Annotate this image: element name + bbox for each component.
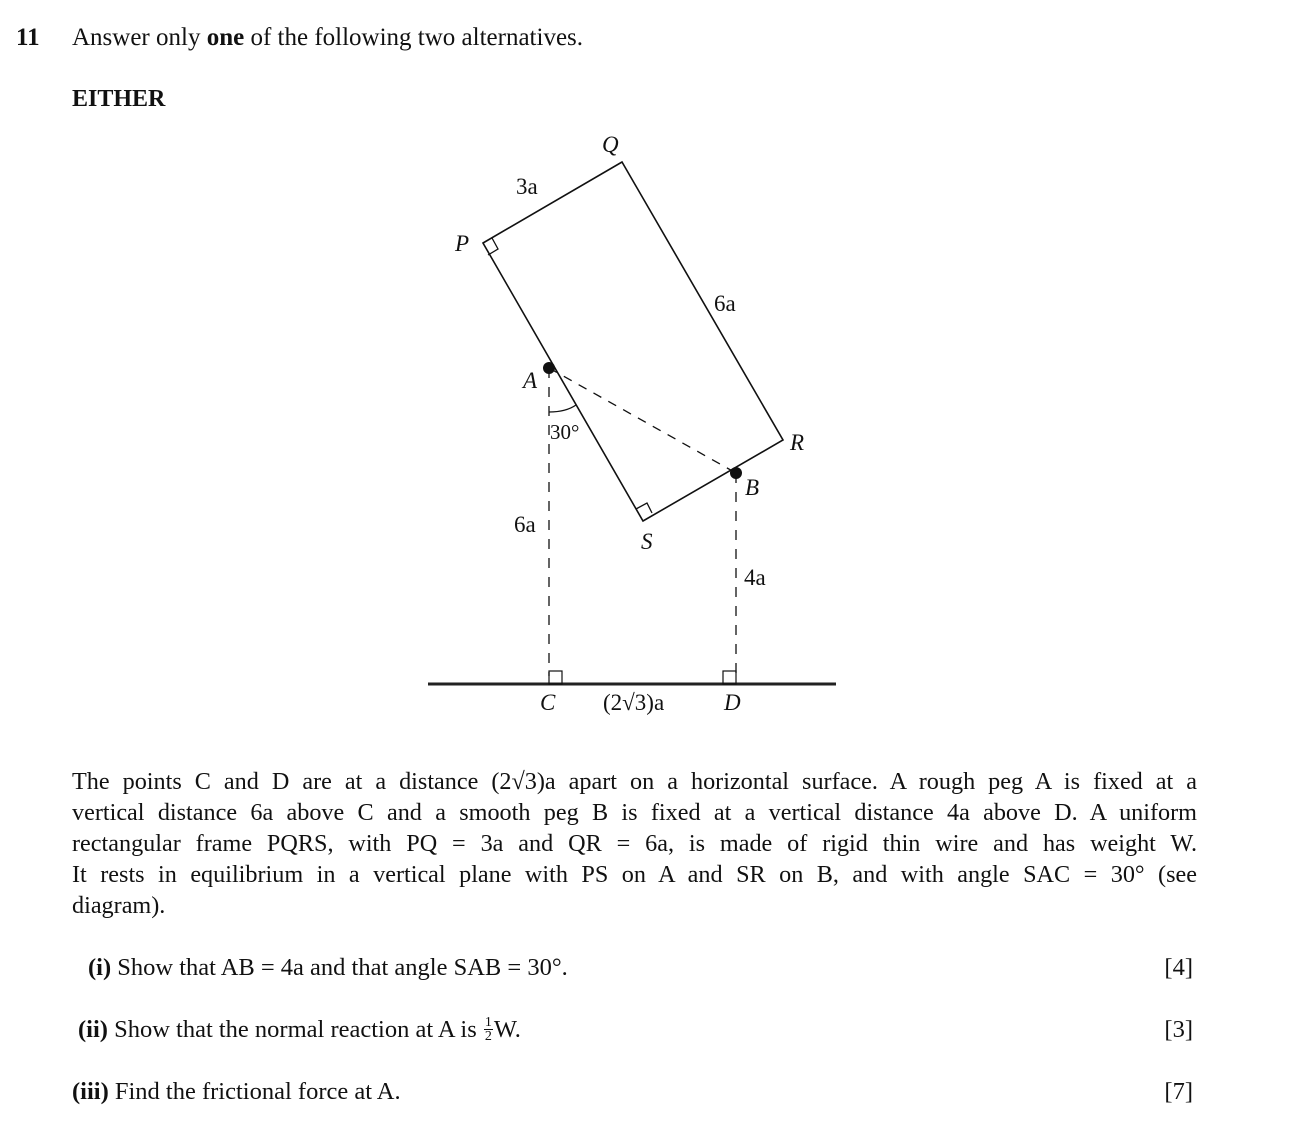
part-iii — [72, 1078, 401, 1106]
part-iii-marks: [7] — [1164, 1078, 1193, 1105]
label-d: D — [724, 690, 741, 715]
part-i-text: Show that AB = 4a and that angle SAB = 30°. — [117, 954, 568, 981]
part-ii-fraction — [484, 1016, 493, 1043]
label-bd-length: 4a — [744, 565, 766, 590]
label-b: B — [745, 475, 760, 500]
statement-line-1: The points C and D are at a distance (2√3)a apart on a horizontal surface. A rough peg A is fixed at a — [72, 768, 1197, 795]
fraction-denominator: 2 — [484, 1028, 492, 1044]
part-i — [88, 954, 568, 982]
label-a: A — [523, 368, 538, 393]
peg-a-dot — [543, 362, 555, 374]
statement-line-3: rectangular frame PQRS, with PQ = 3a and QR = 6a, is made of rigid thin wire and has weight W. — [72, 830, 1197, 857]
statement-line-5: diagram). — [72, 892, 166, 919]
fraction-numerator: 1 — [484, 1014, 492, 1030]
label-p: P — [455, 231, 470, 256]
right-angle-d — [723, 671, 736, 684]
right-angle-c — [549, 671, 562, 684]
instruction-bold: one — [206, 24, 245, 51]
label-s: S — [641, 529, 653, 554]
label-pq-length: 3a — [516, 174, 538, 199]
label-q: Q — [602, 132, 619, 157]
part-ii-text-post: W. — [493, 1016, 521, 1043]
part-iii-number: (iii) — [72, 1078, 109, 1105]
part-i-number: (i) — [88, 954, 112, 981]
part-ii-number: (ii) — [78, 1016, 108, 1043]
statement-line-2: vertical distance 6a above C and a smooth peg B is fixed at a vertical distance 4a above D. A uniform — [72, 799, 1197, 826]
problem-statement — [72, 766, 1197, 921]
frame-pqrs — [483, 162, 783, 521]
label-r: R — [790, 430, 805, 455]
label-qr-length: 6a — [714, 291, 736, 316]
statement-line-4: It rests in equilibrium in a vertical plane with PS on A and SR on B, and with angle SAC = 30° (see — [72, 861, 1197, 888]
part-ii-marks: [3] — [1164, 1016, 1193, 1043]
part-ii — [78, 1016, 521, 1045]
instruction-post: of the following two alternatives. — [244, 24, 584, 51]
part-iii-text: Find the frictional force at A. — [114, 1078, 401, 1105]
part-ii-text: Show that the normal reaction at A is — [114, 1016, 483, 1043]
question-number: 11 — [16, 24, 40, 51]
right-angle-p — [488, 238, 498, 255]
part-i-marks: [4] — [1164, 954, 1193, 981]
label-c: C — [540, 690, 556, 715]
label-ac-length: 6a — [514, 512, 536, 537]
label-cd-length: (2√3)a — [603, 690, 665, 715]
peg-b-dot — [730, 467, 742, 479]
section-label: EITHER — [72, 86, 166, 112]
angle-arc — [549, 405, 576, 412]
label-angle-30: 30° — [550, 420, 580, 444]
instruction-pre: Answer only — [72, 24, 207, 51]
